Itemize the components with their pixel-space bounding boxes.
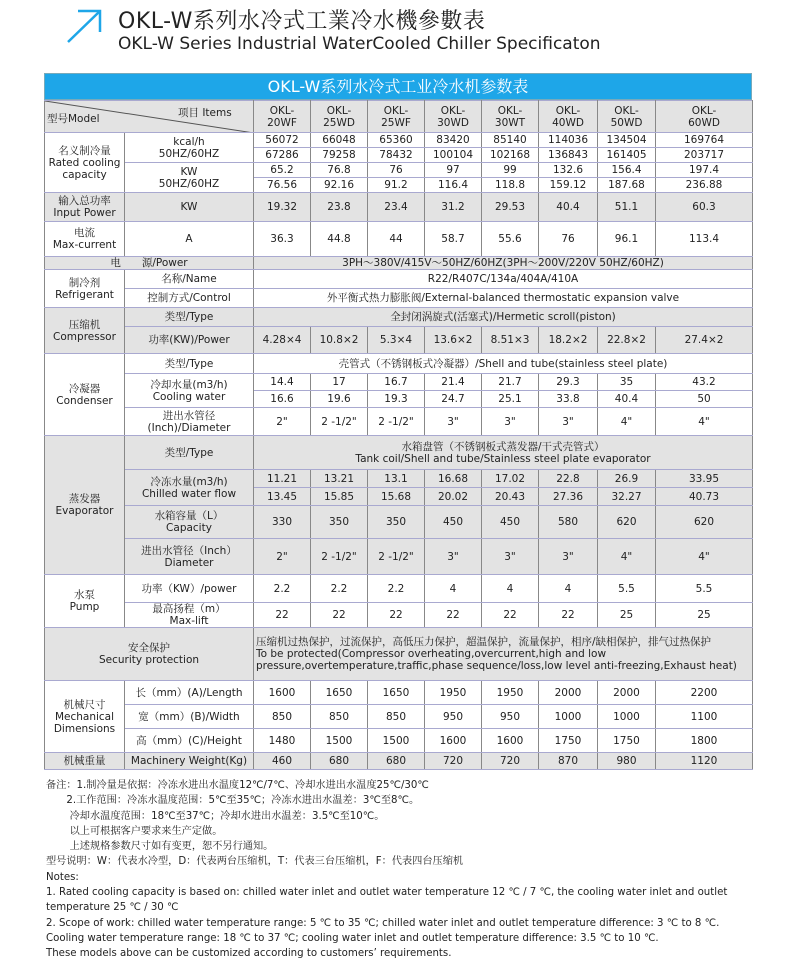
value-cell: 13.45 — [254, 488, 311, 506]
value-cell: 680 — [368, 753, 425, 770]
value-cell: 169764 — [656, 133, 753, 148]
group-label: 水泵 Pump — [45, 575, 125, 628]
value-cell: 65360 — [368, 133, 425, 148]
model-header: OKL- 40WD — [539, 101, 598, 133]
group-label: 输入总功率 Input Power — [45, 193, 125, 222]
value-cell: 330 — [254, 506, 311, 539]
value-cell: 1100 — [656, 705, 753, 729]
note-line: 上述规格参数尺寸如有变更，恕不另行通知。 — [46, 841, 274, 853]
table-row — [45, 705, 753, 729]
value-cell: 1500 — [311, 729, 368, 753]
value-cell: 58.7 — [425, 222, 482, 257]
table-row — [45, 575, 753, 603]
value-cell: 51.1 — [598, 193, 656, 222]
item-label: 高（mm）(C)/Height — [125, 729, 254, 753]
value-cell: 8.51×3 — [482, 327, 539, 354]
item-label: 功率（KW）/power — [125, 575, 254, 603]
value-cell: 132.6 — [539, 163, 598, 178]
arrow-up-right-icon — [62, 6, 106, 46]
value-cell: 3" — [539, 539, 598, 575]
value-cell: 580 — [539, 506, 598, 539]
value-cell: 44 — [368, 222, 425, 257]
table-row — [45, 163, 753, 178]
value-cell: 91.2 — [368, 178, 425, 193]
value-cell: 22 — [425, 603, 482, 628]
value-cell: 22 — [539, 603, 598, 628]
value-cell: 850 — [254, 705, 311, 729]
value-cell: 136843 — [539, 148, 598, 163]
table-row — [45, 603, 753, 628]
span-value-cell: 3PH～380V/415V～50HZ/60HZ(3PH～200V/220V 50HZ/60HZ) — [254, 257, 753, 270]
value-cell: 156.4 — [598, 163, 656, 178]
value-cell: 32.27 — [598, 488, 656, 506]
value-cell: 4 — [482, 575, 539, 603]
value-cell: 2" — [254, 408, 311, 436]
value-cell: 25 — [598, 603, 656, 628]
header-model-label: 型号Model — [47, 113, 100, 125]
value-cell: 620 — [656, 506, 753, 539]
spec-table-container — [44, 73, 752, 770]
group-label: 蒸发器 Evaporator — [45, 436, 125, 575]
note-line: 备注：1.制冷量是依据：冷冻水进出水温度12℃/7℃、冷却水进出水温度25℃/30℃ — [46, 780, 429, 791]
value-cell: 2 -1/2" — [311, 539, 368, 575]
table-header-row — [45, 101, 753, 133]
value-cell: 40.73 — [656, 488, 753, 506]
value-cell: 1120 — [656, 753, 753, 770]
span-value-cell: 外平衡式热力膨胀阀/External-balanced thermostatic expansion valve — [254, 289, 753, 308]
value-cell: 5.3×4 — [368, 327, 425, 354]
model-header: OKL- 30WT — [482, 101, 539, 133]
value-cell: 99 — [482, 163, 539, 178]
model-header: OKL- 25WD — [311, 101, 368, 133]
value-cell: 1000 — [598, 705, 656, 729]
value-cell: 980 — [598, 753, 656, 770]
value-cell: 1500 — [368, 729, 425, 753]
value-cell: 720 — [425, 753, 482, 770]
value-cell: 13.1 — [368, 470, 425, 488]
item-label: 进出水管径 (Inch)/Diameter — [125, 408, 254, 436]
value-cell: 15.85 — [311, 488, 368, 506]
value-cell: 19.32 — [254, 193, 311, 222]
span-value-cell: 壳管式（不锈钢板式冷凝器）/Shell and tube(stainless steel plate) — [254, 354, 753, 374]
value-cell: 2 -1/2" — [368, 408, 425, 436]
value-cell: 113.4 — [656, 222, 753, 257]
value-cell: 97 — [425, 163, 482, 178]
value-cell: 13.21 — [311, 470, 368, 488]
group-label: 电流 Max-current — [45, 222, 125, 257]
value-cell: 60.3 — [656, 193, 753, 222]
value-cell: 35 — [598, 374, 656, 391]
value-cell: 3" — [425, 408, 482, 436]
table-row — [45, 308, 753, 327]
span-value-cell: 全封闭涡旋式(活塞式)/Hermetic scroll(piston) — [254, 308, 753, 327]
value-cell: 27.36 — [539, 488, 598, 506]
value-cell: 55.6 — [482, 222, 539, 257]
table-row — [45, 354, 753, 374]
value-cell: 33.8 — [539, 391, 598, 408]
value-cell: 1750 — [598, 729, 656, 753]
note-line: Cooling water temperature range: 18 ℃ to 37 ℃; cooling water inlet and outlet temperature difference: 3.5 ℃ to 10 ℃. — [46, 932, 659, 944]
item-label: 冷冻水量(m3/h) Chilled water flow — [125, 470, 254, 506]
value-cell: 720 — [482, 753, 539, 770]
value-cell: 4" — [598, 539, 656, 575]
value-cell: 1650 — [311, 681, 368, 705]
value-cell: 19.6 — [311, 391, 368, 408]
value-cell: 4 — [539, 575, 598, 603]
model-header: OKL- 50WD — [598, 101, 656, 133]
model-header: OKL- 30WD — [425, 101, 482, 133]
value-cell: 29.3 — [539, 374, 598, 391]
value-cell: 14.4 — [254, 374, 311, 391]
value-cell: 100104 — [425, 148, 482, 163]
value-cell: 76.8 — [311, 163, 368, 178]
value-cell: 950 — [425, 705, 482, 729]
value-cell: 450 — [482, 506, 539, 539]
item-label: 控制方式/Control — [125, 289, 254, 308]
span-value-cell: R22/R407C/134a/404A/410A — [254, 270, 753, 289]
value-cell: 16.7 — [368, 374, 425, 391]
item-label: KW — [125, 193, 254, 222]
table-row — [45, 257, 753, 270]
table-row — [45, 729, 753, 753]
group-label: 安全保护 Security protection — [45, 628, 254, 681]
value-cell: 21.7 — [482, 374, 539, 391]
value-cell: 20.02 — [425, 488, 482, 506]
value-cell: 2000 — [539, 681, 598, 705]
value-cell: 76 — [368, 163, 425, 178]
value-cell: 31.2 — [425, 193, 482, 222]
value-cell: 118.8 — [482, 178, 539, 193]
value-cell: 4.28×4 — [254, 327, 311, 354]
page-title-en: OKL-W Series Industrial WaterCooled Chiller Specificaton — [118, 34, 601, 54]
table-row — [45, 289, 753, 308]
item-label: 类型/Type — [125, 308, 254, 327]
value-cell: 5.5 — [598, 575, 656, 603]
value-cell: 1600 — [425, 729, 482, 753]
value-cell: 24.7 — [425, 391, 482, 408]
value-cell: 161405 — [598, 148, 656, 163]
value-cell: 4" — [598, 408, 656, 436]
value-cell: 22.8×2 — [598, 327, 656, 354]
item-label: 类型/Type — [125, 436, 254, 470]
notes-section — [46, 778, 756, 962]
note-line: 型号说明：W：代表水冷型，D：代表两台压缩机，T：代表三台压缩机，F：代表四台压缩机 — [46, 856, 464, 868]
value-cell: 22.8 — [539, 470, 598, 488]
item-label: A — [125, 222, 254, 257]
page-title-cn: OKL-W系列水冷式工業冷水機參數表 — [118, 9, 486, 34]
value-cell: 2200 — [656, 681, 753, 705]
value-cell: 102168 — [482, 148, 539, 163]
value-cell: 680 — [311, 753, 368, 770]
value-cell: 350 — [368, 506, 425, 539]
group-label: 制冷剂 Refrigerant — [45, 270, 125, 308]
note-line: 2.工作范围：冷冻水温度范围：5℃至35℃；冷冻水进出水温差：3℃至8℃。 — [46, 795, 420, 807]
value-cell: 3" — [482, 539, 539, 575]
value-cell: 96.1 — [598, 222, 656, 257]
table-row — [45, 222, 753, 257]
value-cell: 29.53 — [482, 193, 539, 222]
item-label: Machinery Weight(Kg) — [125, 753, 254, 770]
note-line: 以上可根据客户要求来生产定做。 — [46, 825, 223, 837]
spec-table — [44, 100, 753, 770]
value-cell: 22 — [368, 603, 425, 628]
value-cell: 4 — [425, 575, 482, 603]
value-cell: 203717 — [656, 148, 753, 163]
value-cell: 2.2 — [311, 575, 368, 603]
value-cell: 3" — [539, 408, 598, 436]
group-label: 电 源/Power — [45, 257, 254, 270]
value-cell: 40.4 — [539, 193, 598, 222]
value-cell: 1750 — [539, 729, 598, 753]
value-cell: 5.5 — [656, 575, 753, 603]
value-cell: 870 — [539, 753, 598, 770]
span-value-cell: 压缩机过热保护，过流保护，高低压力保护，超温保护，流量保护，相序/缺相保护，排气过热保护 To be protected(Compressor overheating,overcurrent,high and low pressure,overtemperature,traffic,phase sequence/loss,low level anti-freezing,Exhaust heat) — [254, 628, 753, 681]
value-cell: 44.8 — [311, 222, 368, 257]
value-cell: 10.8×2 — [311, 327, 368, 354]
note-line: 冷却水温度范围：18℃至37℃；冷却水进出水温差：3.5℃至10℃。 — [46, 810, 385, 822]
value-cell: 65.2 — [254, 163, 311, 178]
value-cell: 11.21 — [254, 470, 311, 488]
value-cell: 92.16 — [311, 178, 368, 193]
value-cell: 950 — [482, 705, 539, 729]
value-cell: 18.2×2 — [539, 327, 598, 354]
table-row — [45, 506, 753, 539]
value-cell: 350 — [311, 506, 368, 539]
value-cell: 17.02 — [482, 470, 539, 488]
value-cell: 43.2 — [656, 374, 753, 391]
item-label: 功率(KW)/Power — [125, 327, 254, 354]
value-cell: 13.6×2 — [425, 327, 482, 354]
value-cell: 134504 — [598, 133, 656, 148]
value-cell: 4" — [656, 539, 753, 575]
value-cell: 1600 — [254, 681, 311, 705]
value-cell: 36.3 — [254, 222, 311, 257]
value-cell: 620 — [598, 506, 656, 539]
value-cell: 27.4×2 — [656, 327, 753, 354]
table-row — [45, 628, 753, 681]
value-cell: 114036 — [539, 133, 598, 148]
value-cell: 850 — [368, 705, 425, 729]
item-label: 进出水管径（Inch） Diameter — [125, 539, 254, 575]
table-row — [45, 436, 753, 470]
value-cell: 2 -1/2" — [311, 408, 368, 436]
value-cell: 1650 — [368, 681, 425, 705]
table-row — [45, 408, 753, 436]
item-label: KW 50HZ/60HZ — [125, 163, 254, 193]
table-row — [45, 270, 753, 289]
note-line: temperature 25 ℃ / 30 ℃ — [46, 902, 179, 914]
group-label: 名义制冷量 Rated cooling capacity — [45, 133, 125, 193]
value-cell: 23.4 — [368, 193, 425, 222]
value-cell: 16.6 — [254, 391, 311, 408]
group-label: 机械重量 — [45, 753, 125, 770]
group-label: 压缩机 Compressor — [45, 308, 125, 354]
value-cell: 2.2 — [254, 575, 311, 603]
value-cell: 85140 — [482, 133, 539, 148]
value-cell: 15.68 — [368, 488, 425, 506]
value-cell: 1800 — [656, 729, 753, 753]
item-label: 最高扬程（m） Max-lift — [125, 603, 254, 628]
table-row — [45, 470, 753, 488]
table-row — [45, 539, 753, 575]
value-cell: 22 — [311, 603, 368, 628]
note-line: 2. Scope of work: chilled water temperature range: 5 ℃ to 35 ℃; chilled water inlet and outlet temperature difference: 3 ℃ to 8 ℃. — [46, 917, 720, 929]
value-cell: 159.12 — [539, 178, 598, 193]
table-row — [45, 193, 753, 222]
value-cell: 25.1 — [482, 391, 539, 408]
model-header: OKL- 25WF — [368, 101, 425, 133]
value-cell: 25 — [656, 603, 753, 628]
value-cell: 17 — [311, 374, 368, 391]
value-cell: 20.43 — [482, 488, 539, 506]
value-cell: 22 — [254, 603, 311, 628]
value-cell: 197.4 — [656, 163, 753, 178]
value-cell: 2000 — [598, 681, 656, 705]
value-cell: 116.4 — [425, 178, 482, 193]
value-cell: 460 — [254, 753, 311, 770]
value-cell: 76 — [539, 222, 598, 257]
item-label: 长（mm）(A)/Length — [125, 681, 254, 705]
header-model-items-cell — [45, 101, 254, 133]
table-row — [45, 753, 753, 770]
item-label: 水箱容量（L） Capacity — [125, 506, 254, 539]
value-cell: 66048 — [311, 133, 368, 148]
value-cell: 79258 — [311, 148, 368, 163]
value-cell: 40.4 — [598, 391, 656, 408]
span-value-cell: 水箱盘管（不锈钢板式蒸发器/干式壳管式） Tank coil/Shell and tube/Stainless steel plate evaporator — [254, 436, 753, 470]
header-items-label: 项目 Items — [178, 107, 232, 119]
value-cell: 67286 — [254, 148, 311, 163]
item-label: 类型/Type — [125, 354, 254, 374]
note-line: These models above can be customized according to customers’ requirements. — [46, 948, 452, 960]
value-cell: 1950 — [482, 681, 539, 705]
value-cell: 3" — [425, 539, 482, 575]
note-line: 1. Rated cooling capacity is based on: chilled water inlet and outlet water temperature 12 ℃ / 7 ℃, the cooling water inlet and outlet — [46, 887, 728, 899]
value-cell: 1000 — [539, 705, 598, 729]
value-cell: 236.88 — [656, 178, 753, 193]
note-line: Notes: — [46, 871, 79, 883]
value-cell: 78432 — [368, 148, 425, 163]
value-cell: 23.8 — [311, 193, 368, 222]
table-title: OKL-W系列水冷式工业冷水机参数表 — [44, 73, 752, 100]
value-cell: 1480 — [254, 729, 311, 753]
model-header: OKL- 20WF — [254, 101, 311, 133]
value-cell: 2 -1/2" — [368, 539, 425, 575]
value-cell: 4" — [656, 408, 753, 436]
table-row — [45, 374, 753, 391]
value-cell: 1600 — [482, 729, 539, 753]
value-cell: 26.9 — [598, 470, 656, 488]
value-cell: 2" — [254, 539, 311, 575]
item-label: 名称/Name — [125, 270, 254, 289]
table-row — [45, 327, 753, 354]
value-cell: 3" — [482, 408, 539, 436]
item-label: kcal/h 50HZ/60HZ — [125, 133, 254, 163]
item-label: 宽（mm）(B)/Width — [125, 705, 254, 729]
value-cell: 850 — [311, 705, 368, 729]
value-cell: 83420 — [425, 133, 482, 148]
value-cell: 19.3 — [368, 391, 425, 408]
value-cell: 1950 — [425, 681, 482, 705]
group-label: 机械尺寸 Mechanical Dimensions — [45, 681, 125, 753]
value-cell: 56072 — [254, 133, 311, 148]
value-cell: 16.68 — [425, 470, 482, 488]
value-cell: 50 — [656, 391, 753, 408]
value-cell: 21.4 — [425, 374, 482, 391]
item-label: 冷却水量(m3/h) Cooling water — [125, 374, 254, 408]
value-cell: 33.95 — [656, 470, 753, 488]
table-row — [45, 133, 753, 148]
value-cell: 76.56 — [254, 178, 311, 193]
value-cell: 2.2 — [368, 575, 425, 603]
value-cell: 450 — [425, 506, 482, 539]
value-cell: 22 — [482, 603, 539, 628]
model-header: OKL- 60WD — [656, 101, 753, 133]
group-label: 冷凝器 Condenser — [45, 354, 125, 436]
table-row — [45, 681, 753, 705]
value-cell: 187.68 — [598, 178, 656, 193]
